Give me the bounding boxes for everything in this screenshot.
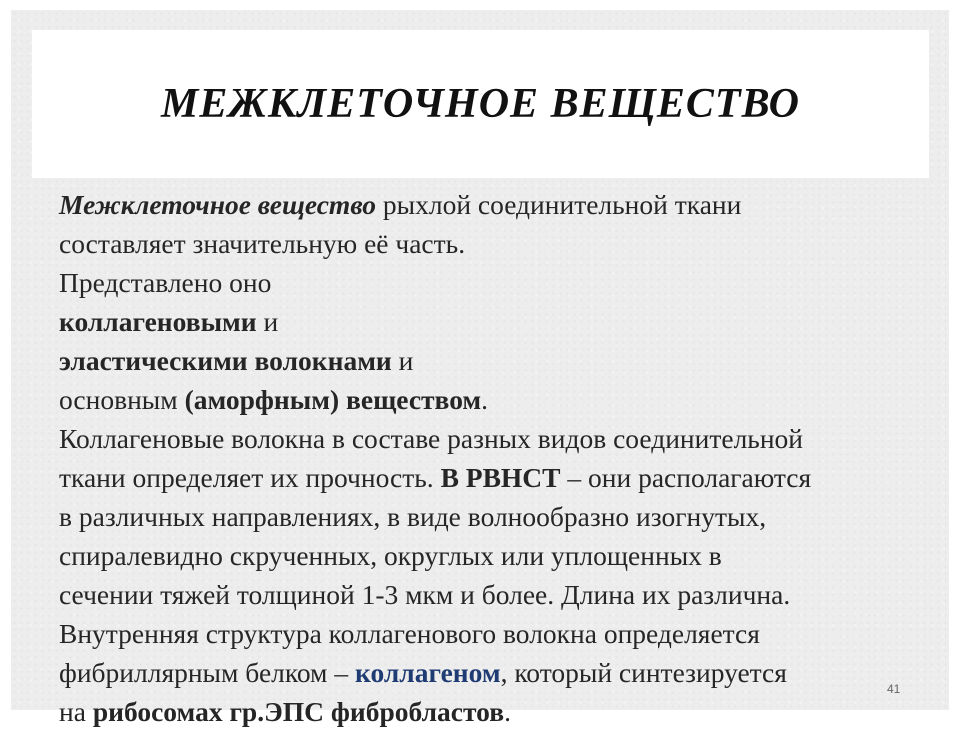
term-intercellular-substance: Межклеточное вещество bbox=[59, 189, 376, 220]
body-line-13 bbox=[59, 653, 939, 692]
slide-title: МЕЖКЛЕТОЧНОЕ ВЕЩЕСТВО bbox=[161, 81, 800, 127]
slide-body bbox=[59, 185, 939, 731]
body-line-9: в различных направлениях, в виде волнообразно изогнутых, bbox=[59, 501, 767, 532]
body-line-1 bbox=[59, 185, 939, 224]
line-13-text: , который синтезируется bbox=[500, 657, 787, 688]
line-8-start: ткани определяет их прочность. bbox=[59, 462, 441, 493]
body-line-4 bbox=[59, 302, 939, 341]
page-number: 41 bbox=[887, 682, 901, 696]
term-rvnst: В РВНСТ bbox=[440, 462, 561, 493]
line-5-text: и bbox=[391, 345, 414, 376]
term-collagen-fibers: коллагеновыми bbox=[59, 306, 257, 337]
term-collagen: коллагеном bbox=[354, 657, 501, 688]
body-line-11: сечении тяжей толщиной 1-3 мкм и более. Длина их различна. bbox=[59, 579, 791, 610]
body-line-10: спиралевидно скрученных, округлых или уплощенных в bbox=[59, 540, 722, 571]
title-box bbox=[32, 30, 929, 178]
term-amorphous-substance: (аморфным) веществом bbox=[184, 384, 482, 415]
line-4-text: и bbox=[256, 306, 279, 337]
body-line-3: Представлено оно bbox=[59, 267, 272, 298]
body-line-12: Внутренняя структура коллагенового волокна определяется bbox=[59, 618, 760, 649]
slide bbox=[11, 10, 949, 727]
line-8-text: – они располагаются bbox=[560, 462, 812, 493]
body-line-8 bbox=[59, 458, 939, 497]
line-14-start: на bbox=[59, 696, 93, 727]
body-line-5 bbox=[59, 341, 939, 380]
line-1-text: рыхлой соединительной ткани bbox=[376, 189, 742, 220]
line-6-start: основным bbox=[59, 384, 185, 415]
term-elastic-fibers: эластическими волокнами bbox=[59, 345, 392, 376]
line-14-end: . bbox=[504, 696, 511, 727]
line-13-start: фибриллярным белком – bbox=[59, 657, 355, 688]
term-ribosomes: рибосомах гр.ЭПС фибробластов bbox=[92, 696, 505, 727]
body-line-2: составляет значительную её часть. bbox=[59, 228, 466, 259]
body-line-14 bbox=[59, 692, 939, 731]
body-line-7: Коллагеновые волокна в составе разных видов соединительной bbox=[59, 423, 804, 454]
body-line-6 bbox=[59, 380, 939, 419]
line-6-end: . bbox=[481, 384, 489, 415]
